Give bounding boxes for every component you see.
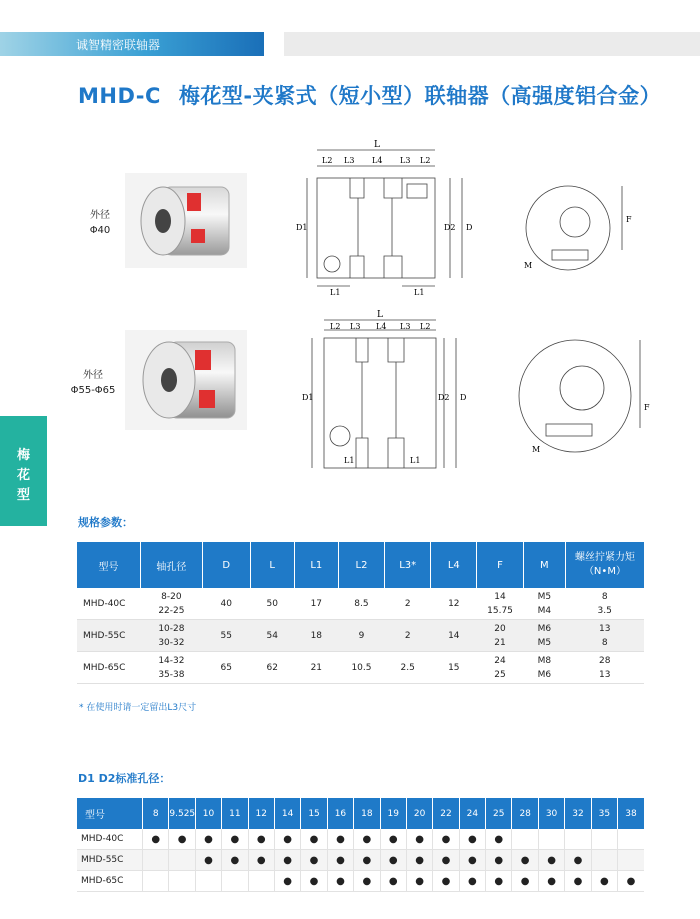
holes-size-header: 22 (433, 798, 459, 829)
holes-table (77, 798, 644, 892)
spec-header-cell: 型号 (77, 542, 141, 588)
holes-size-header: 35 (591, 798, 617, 829)
spec-header-cell: L2 (338, 542, 384, 588)
holes-available-dot: ● (195, 850, 221, 871)
holes-available-dot: ● (565, 871, 591, 892)
holes-size-header: 16 (327, 798, 353, 829)
spec-cell-line: 15.75 (487, 605, 513, 616)
spec-cell-line: 8-20 (161, 591, 182, 602)
holes-available-dot: ● (538, 850, 564, 871)
spec-header-cell: 轴孔径 (141, 542, 203, 588)
holes-available-dot: ● (327, 871, 353, 892)
spec-section-title: 规格参数： (78, 516, 133, 529)
spec-cell-L4: 12 (448, 598, 460, 609)
holes-available-dot: ● (195, 829, 221, 850)
dim-label: D2 (438, 393, 450, 402)
spec-cell-model: MHD-65C (83, 662, 126, 673)
product-label-1 (70, 208, 130, 238)
spec-cell-line: M5 (537, 637, 552, 648)
holes-row (77, 850, 644, 871)
spec-cell-torque (565, 588, 644, 620)
header-brand-bar (0, 32, 264, 56)
spec-cell-F (477, 588, 523, 620)
spec-cell-torque (565, 652, 644, 684)
dim-label: L1 (330, 288, 341, 297)
holes-header-row (77, 798, 644, 829)
holes-available-dot: ● (248, 829, 274, 850)
spec-cell-D: 65 (220, 662, 232, 673)
holes-available-dot: ● (486, 829, 512, 850)
spec-header-cell: L (250, 542, 294, 588)
spec-cell-L4: 15 (448, 662, 460, 673)
dim-label: D2 (444, 223, 456, 232)
dim-label: F (626, 215, 632, 224)
holes-available-dot: ● (486, 871, 512, 892)
holes-available-dot: ● (354, 829, 380, 850)
spec-cell-bore (141, 588, 203, 620)
dim-label: L1 (410, 456, 421, 465)
spec-cell-line: 22-25 (158, 605, 185, 616)
spec-cell-line: 14-32 (158, 655, 185, 666)
spec-cell-F (477, 652, 523, 684)
spec-header-cell: L3* (385, 542, 431, 588)
holes-available-dot: ● (380, 850, 406, 871)
holes-empty-cell (618, 850, 644, 871)
spec-cell-L4: 14 (431, 620, 477, 652)
holes-available-dot: ● (274, 829, 300, 850)
spec-cell-line: M6 (537, 669, 552, 680)
holes-size-header: 12 (248, 798, 274, 829)
technical-drawing-2 (292, 308, 672, 473)
holes-row (77, 829, 644, 850)
dim-label: L2 (322, 156, 333, 165)
holes-available-dot: ● (169, 829, 195, 850)
product-photo-1 (125, 173, 247, 268)
holes-available-dot: ● (618, 871, 644, 892)
spec-cell-L1: 17 (310, 598, 323, 609)
spec-cell-line: 14 (494, 591, 506, 602)
holes-available-dot: ● (538, 871, 564, 892)
holes-available-dot: ● (354, 850, 380, 871)
spec-cell-D: 55 (202, 620, 250, 652)
dim-label: L2 (420, 156, 431, 165)
spec-cell-L1: 21 (310, 662, 323, 673)
product-photo-2 (125, 330, 247, 430)
holes-available-dot: ● (380, 871, 406, 892)
holes-available-dot: ● (327, 829, 353, 850)
side-category-tab[interactable] (0, 416, 47, 526)
holes-empty-cell (143, 871, 169, 892)
spec-cell-line: 3.5 (597, 605, 612, 616)
spec-cell-L2: 9 (338, 620, 384, 652)
product-label-line: Φ55-Φ65 (70, 385, 116, 396)
spec-cell-L: 62 (266, 662, 278, 673)
holes-row-model: MHD-55C (77, 850, 143, 871)
holes-available-dot: ● (274, 871, 300, 892)
spec-row (77, 588, 644, 620)
spec-cell-L3: 2.5 (400, 662, 415, 673)
holes-available-dot: ● (274, 850, 300, 871)
spec-table (77, 542, 644, 684)
holes-available-dot: ● (512, 850, 538, 871)
holes-available-dot: ● (222, 850, 248, 871)
spec-cell-line: 10-28 (158, 623, 185, 634)
holes-available-dot: ● (143, 829, 169, 850)
spec-header-line: （N•M） (583, 566, 626, 577)
holes-available-dot: ● (380, 829, 406, 850)
spec-header-row (77, 542, 644, 588)
holes-empty-cell (169, 871, 195, 892)
holes-available-dot: ● (433, 871, 459, 892)
holes-available-dot: ● (459, 829, 485, 850)
title-model: MHD-C (78, 84, 161, 108)
spec-cell-L1: 18 (294, 620, 338, 652)
spec-cell-line: 8 (601, 637, 608, 648)
holes-size-header: 38 (618, 798, 644, 829)
spec-header-cell: L4 (431, 542, 477, 588)
holes-empty-cell (222, 871, 248, 892)
holes-size-header: 15 (301, 798, 327, 829)
spec-cell-L3: 2 (385, 620, 431, 652)
holes-row-model: MHD-40C (77, 829, 143, 850)
holes-size-header: 28 (512, 798, 538, 829)
spec-cell-line: 35-38 (158, 669, 185, 680)
spec-cell-torque (565, 620, 644, 652)
holes-available-dot: ● (486, 850, 512, 871)
spec-cell-line: 25 (494, 669, 506, 680)
page-title (78, 80, 661, 110)
spec-cell-L: 54 (250, 620, 294, 652)
spec-cell-F (477, 620, 523, 652)
holes-section-title: D1 D2标准孔径： (78, 772, 171, 785)
holes-empty-cell (538, 829, 564, 850)
holes-available-dot: ● (433, 829, 459, 850)
spec-cell-line: 28 (598, 655, 611, 666)
holes-available-dot: ● (591, 871, 617, 892)
holes-row (77, 871, 644, 892)
spec-header-cell: D (202, 542, 250, 588)
holes-available-dot: ● (354, 871, 380, 892)
spec-cell-model: MHD-55C (77, 620, 141, 652)
spec-cell-line: M8 (537, 655, 552, 666)
holes-available-dot: ● (459, 850, 485, 871)
dim-label: L (377, 310, 383, 320)
holes-size-header: 25 (486, 798, 512, 829)
spec-cell-line: 8 (601, 591, 608, 602)
spec-row (77, 652, 644, 684)
dim-label: F (644, 403, 650, 412)
technical-drawing-1 (292, 138, 672, 298)
holes-empty-cell (565, 829, 591, 850)
spec-row (77, 620, 644, 652)
side-tab-char: 型 (16, 488, 30, 503)
dim-label: L1 (344, 456, 355, 465)
holes-available-dot: ● (565, 850, 591, 871)
dim-label: L3 (344, 156, 355, 165)
holes-available-dot: ● (248, 850, 274, 871)
holes-available-dot: ● (406, 850, 432, 871)
spec-cell-L2: 8.5 (354, 598, 369, 609)
spec-header-cell: F (477, 542, 523, 588)
dim-label: D1 (302, 393, 314, 402)
holes-size-header: 11 (222, 798, 248, 829)
spec-cell-M (523, 620, 565, 652)
holes-size-header: 20 (406, 798, 432, 829)
holes-row-model: MHD-65C (77, 871, 143, 892)
spec-header-line: 螺丝拧紧力矩 (574, 552, 635, 563)
dim-label: D (460, 393, 467, 402)
product-label-2 (60, 368, 126, 398)
holes-header-label: 型号 (77, 798, 143, 829)
dim-label: L (374, 140, 380, 150)
holes-size-header: 14 (274, 798, 300, 829)
spec-header-cell: M (523, 542, 565, 588)
holes-empty-cell (248, 871, 274, 892)
holes-available-dot: ● (459, 871, 485, 892)
spec-cell-M (523, 652, 565, 684)
dim-label: L2 (330, 322, 341, 331)
holes-size-header: 19 (380, 798, 406, 829)
dim-label: D1 (296, 223, 308, 232)
holes-available-dot: ● (406, 829, 432, 850)
spec-cell-D: 40 (220, 598, 232, 609)
product-label-line: 外径 (90, 210, 110, 221)
spec-cell-line: 13 (598, 669, 611, 680)
spec-cell-M (523, 588, 565, 620)
dim-label: L4 (376, 322, 387, 331)
dim-label: L1 (414, 288, 425, 297)
holes-empty-cell (195, 871, 221, 892)
spec-cell-line: M4 (537, 605, 552, 616)
dim-label: L3 (350, 322, 361, 331)
holes-empty-cell (169, 850, 195, 871)
spec-cell-bore (141, 652, 203, 684)
title-name: 梅花型-夹紧式（短小型）联轴器（高强度铝合金） (178, 84, 662, 108)
dim-label: L3 (400, 156, 411, 165)
holes-empty-cell (512, 829, 538, 850)
holes-size-header: 30 (538, 798, 564, 829)
spec-cell-L: 50 (266, 598, 278, 609)
spec-header-cell (565, 542, 644, 588)
coupling-image (125, 330, 247, 430)
holes-available-dot: ● (301, 871, 327, 892)
holes-available-dot: ● (222, 829, 248, 850)
holes-available-dot: ● (327, 850, 353, 871)
header-brand: 诚智精密联轴器 (76, 38, 161, 52)
dim-label: L3 (400, 322, 411, 331)
dim-label: M (532, 445, 541, 454)
usage-note: * 在使用时请一定留出L3尺寸 (79, 703, 197, 713)
spec-cell-bore (141, 620, 203, 652)
dim-label: M (524, 261, 533, 270)
dim-label: L4 (372, 156, 383, 165)
holes-size-header: 10 (195, 798, 221, 829)
holes-available-dot: ● (433, 850, 459, 871)
header-grey-bar (284, 32, 700, 56)
side-tab-char: 花 (16, 468, 30, 483)
spec-cell-line: M6 (537, 623, 552, 634)
holes-size-header: 8 (143, 798, 169, 829)
spec-cell-line: 20 (494, 623, 506, 634)
spec-header-cell: L1 (294, 542, 338, 588)
holes-empty-cell (591, 850, 617, 871)
spec-cell-line: M5 (537, 591, 552, 602)
holes-available-dot: ● (301, 829, 327, 850)
holes-size-header: 18 (354, 798, 380, 829)
dim-label: L2 (420, 322, 431, 331)
holes-available-dot: ● (301, 850, 327, 871)
side-tab-char: 梅 (16, 448, 30, 463)
holes-empty-cell (143, 850, 169, 871)
holes-available-dot: ● (406, 871, 432, 892)
dim-label: D (466, 223, 473, 232)
holes-empty-cell (591, 829, 617, 850)
spec-cell-model: MHD-40C (83, 598, 126, 609)
holes-size-header: 24 (459, 798, 485, 829)
coupling-image (125, 173, 247, 268)
spec-cell-line: 24 (494, 655, 506, 666)
spec-cell-line: 21 (494, 637, 506, 648)
spec-cell-line: 13 (598, 623, 611, 634)
product-label-line: 外径 (83, 370, 103, 381)
holes-size-header: 9.525 (169, 798, 195, 829)
spec-cell-L3: 2 (404, 598, 411, 609)
spec-cell-L2: 10.5 (351, 662, 372, 673)
spec-cell-line: 30-32 (158, 637, 185, 648)
holes-available-dot: ● (512, 871, 538, 892)
holes-size-header: 32 (565, 798, 591, 829)
product-label-line: Φ40 (89, 225, 111, 236)
holes-empty-cell (618, 829, 644, 850)
